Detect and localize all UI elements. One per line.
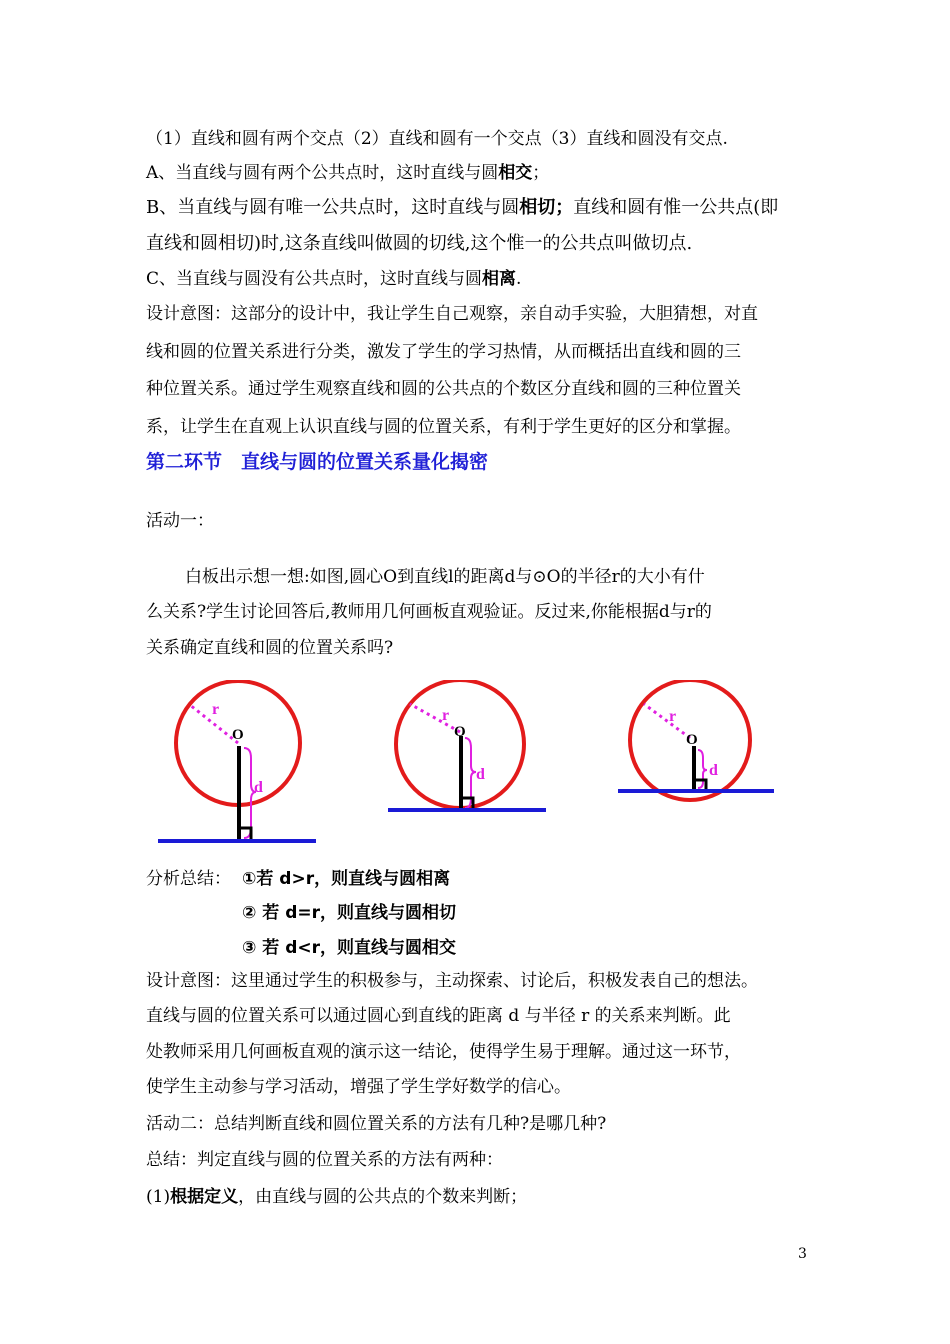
radius-line (644, 704, 690, 738)
method-one-number: (1) (146, 1187, 171, 1207)
design-intent-1-line1: 设计意图：这部分的设计中，我让学生自己观察，亲自动手实验，大胆猜想，对直 (146, 304, 758, 324)
radius-line (410, 704, 460, 732)
radius-label: r (442, 707, 450, 724)
activity-two: 活动二：总结判断直线和圆位置关系的方法有几种?是哪几种? (146, 1114, 607, 1134)
distance-label: d (476, 766, 485, 783)
design-intent-1-line2: 线和圆的位置关系进行分类，激发了学生的学习热情，从而概括出直线和圆的三 (146, 342, 741, 362)
design-intent-2-line3: 处教师采用几何画板直观的演示这一结论，使得学生易于理解。通过这一环节， (146, 1042, 741, 1062)
method-one (146, 1186, 527, 1208)
center-label: O (686, 732, 698, 748)
case-a-bold: 相交 (498, 163, 533, 183)
paragraph-intersections: （1）直线和圆有两个交点（2）直线和圆有一个交点（3）直线和圆没有交点. (146, 129, 728, 149)
case-a-text: A、当直线与圆有两个公共点时，这时直线与圆 (146, 163, 499, 183)
method-one-text: ，由直线与圆的公共点的个数来判断； (238, 1187, 528, 1207)
whiteboard-line3: 关系确定直线和圆的位置关系吗? (146, 638, 394, 658)
paragraph-case-b-line2: 直线和圆相切)时,这条直线叫做圆的切线,这个惟一的公共点叫做切点. (146, 233, 693, 254)
paragraph-case-b (146, 197, 778, 219)
case-c-text: C、当直线与圆没有公共点时，这时直线与圆 (146, 269, 483, 289)
figure-separate (150, 680, 330, 860)
distance-label: d (254, 779, 263, 796)
case-c-end: . (516, 269, 522, 289)
center-label: O (454, 724, 466, 740)
page-number: 3 (798, 1246, 807, 1262)
case-b-bold: 相切； (519, 197, 574, 218)
whiteboard-line2: 么关系?学生讨论回答后,教师用几何画板直观验证。反过来,你能根据d与r的 (146, 602, 712, 622)
figure-intersect (610, 680, 790, 810)
figure-tangent (380, 680, 560, 830)
method-one-bold: 根据定义 (170, 1187, 239, 1207)
paragraph-case-a (146, 162, 549, 184)
design-intent-1-line3: 种位置关系。通过学生观察直线和圆的公共点的个数区分直线和圆的三种位置关 (146, 379, 741, 399)
design-intent-1-line4: 系，让学生在直观上认识直线与圆的位置关系，有利于学生更好的区分和掌握。 (146, 417, 741, 437)
case-b-text: B、当直线与圆有唯一公共点时，这时直线与圆 (146, 197, 520, 218)
distance-label: d (709, 762, 718, 779)
summary-item-3: ③ 若 d<r，则直线与圆相交 (242, 938, 457, 958)
whiteboard-line1: 白板出示想一想:如图,圆心O到直线l的距离d与⊙O的半径r的大小有什 (185, 567, 705, 587)
radius-label: r (212, 701, 220, 718)
summary-item-1: ①若 d>r，则直线与圆相离 (242, 869, 451, 889)
activity-one-label: 活动一： (146, 511, 214, 531)
design-intent-2-line1: 设计意图：这里通过学生的积极参与，主动探索、讨论后，积极发表自己的想法。 (146, 971, 758, 991)
design-intent-2-line2: 直线与圆的位置关系可以通过圆心到直线的距离 d 与半径 r 的关系来判断。此 (146, 1006, 731, 1026)
case-c-bold: 相离 (482, 269, 517, 289)
section-heading: 第二环节 直线与圆的位置关系量化揭密 (146, 451, 489, 473)
summary-label: 分析总结： (146, 869, 231, 889)
conclusion-line: 总结：判定直线与圆的位置关系的方法有两种： (146, 1150, 503, 1170)
case-b-end: 直线和圆有惟一公共点(即 (573, 197, 779, 218)
case-a-end: ； (532, 163, 550, 183)
radius-label: r (669, 708, 677, 725)
summary-item-2: ② 若 d=r，则直线与圆相切 (242, 903, 457, 923)
paragraph-case-c (146, 268, 521, 290)
design-intent-2-line4: 使学生主动参与学习活动，增强了学生学好数学的信心。 (146, 1077, 571, 1097)
right-angle-mark (696, 780, 706, 790)
center-label: O (232, 727, 244, 743)
